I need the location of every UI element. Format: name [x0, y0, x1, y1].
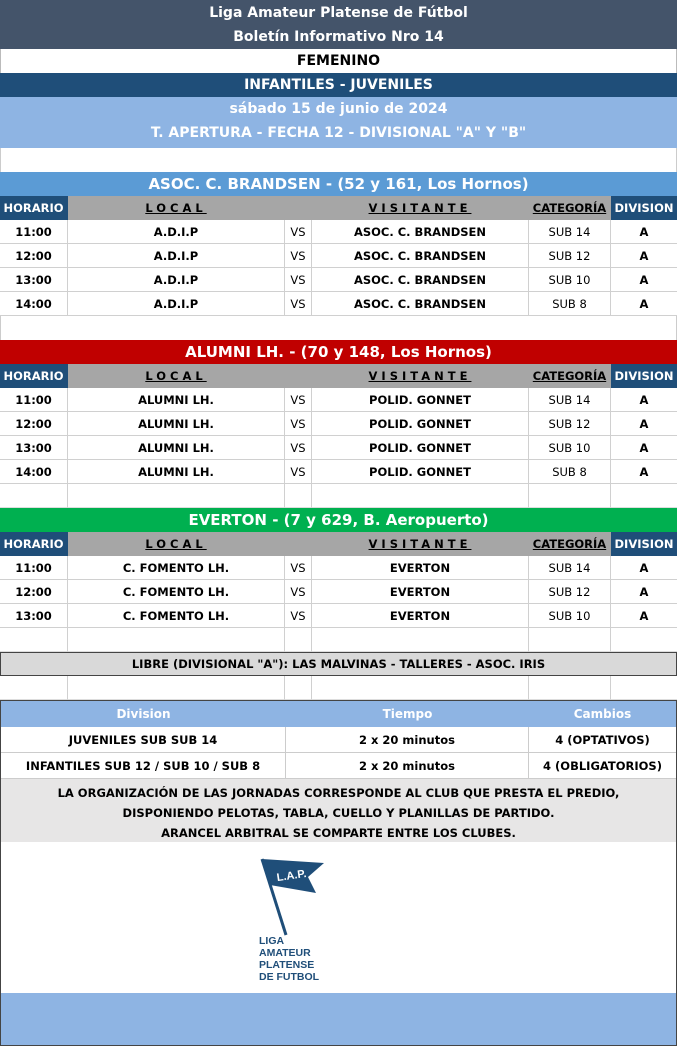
match-division: A	[611, 268, 677, 292]
table-row	[0, 412, 677, 436]
logo-line: AMATEUR	[259, 947, 311, 959]
table-row-empty	[0, 676, 677, 700]
match-time: 11:00	[0, 220, 68, 244]
empty-cell	[611, 676, 677, 700]
match-category: SUB 12	[529, 244, 611, 268]
table-row	[0, 268, 677, 292]
empty-cell	[285, 676, 312, 700]
empty-cell	[312, 484, 529, 508]
vs-label: VS	[285, 292, 312, 316]
match-category: SUB 8	[529, 460, 611, 484]
logo-line: LIGA	[259, 935, 285, 947]
league-title: Liga Amateur Platense de Fútbol	[209, 5, 468, 21]
gender-category: FEMENINO	[0, 49, 677, 73]
local-team: A.D.I.P	[68, 268, 285, 292]
league-logo-text	[259, 935, 319, 983]
note-line: LA ORGANIZACIÓN DE LAS JORNADAS CORRESPONDE AL CLUB QUE PRESTA EL PREDIO,	[57, 786, 620, 800]
local-team: A.D.I.P	[68, 292, 285, 316]
venue-title: ALUMNI LH. - (70 y 148, Los Hornos)	[0, 340, 677, 364]
match-division: A	[611, 556, 677, 580]
local-team: ALUMNI LH.	[68, 436, 285, 460]
vs-label: VS	[285, 604, 312, 628]
match-time: 14:00	[0, 460, 68, 484]
table-row	[0, 556, 677, 580]
match-time: 14:00	[0, 292, 68, 316]
local-team: C. FOMENTO LH.	[68, 604, 285, 628]
tournament-info: T. APERTURA - FECHA 12 - DIVISIONAL "A" Y "B"	[150, 125, 527, 141]
local-team: ALUMNI LH.	[68, 460, 285, 484]
logo-line: PLATENSE	[259, 959, 315, 971]
visitor-team: ASOC. C. BRANDSEN	[312, 292, 529, 316]
match-category: SUB 8	[529, 292, 611, 316]
empty-cell	[0, 628, 68, 652]
footer-bar	[1, 993, 676, 1045]
visitor-team: POLID. GONNET	[312, 460, 529, 484]
empty-cell	[611, 484, 677, 508]
match-time: 12:00	[0, 244, 68, 268]
match-division: A	[611, 580, 677, 604]
empty-cell	[529, 628, 611, 652]
table-row	[0, 220, 677, 244]
local-team: ALUMNI LH.	[68, 388, 285, 412]
vs-label: VS	[285, 412, 312, 436]
col-horario: HORARIO	[0, 196, 68, 220]
empty-cell	[529, 484, 611, 508]
match-division: A	[611, 292, 677, 316]
date-tournament-block	[0, 97, 677, 148]
vs-label: VS	[285, 388, 312, 412]
empty-cell	[285, 628, 312, 652]
col-horario: HORARIO	[0, 532, 68, 556]
table-row	[0, 292, 677, 316]
table-row	[0, 244, 677, 268]
table-row	[0, 604, 677, 628]
table-row-empty	[0, 484, 677, 508]
rules-table	[0, 700, 677, 1046]
vs-label: VS	[285, 220, 312, 244]
visitor-team: ASOC. C. BRANDSEN	[312, 268, 529, 292]
visitor-team: POLID. GONNET	[312, 436, 529, 460]
empty-cell	[68, 676, 285, 700]
col-visitante: VISITANTE	[312, 196, 529, 220]
visitor-team: ASOC. C. BRANDSEN	[312, 244, 529, 268]
empty-cell	[285, 484, 312, 508]
logo-line: DE FUTBOL	[259, 971, 320, 983]
empty-cell	[312, 628, 529, 652]
rules-tiempo: 2 x 20 minutos	[286, 753, 529, 778]
bulletin-number: Boletín Informativo Nro 14	[233, 29, 444, 45]
col-division: DIVISION	[611, 364, 677, 388]
col-categoria: CATEGORÍA	[529, 364, 611, 388]
match-division: A	[611, 412, 677, 436]
match-category: SUB 12	[529, 412, 611, 436]
bulletin-header	[0, 0, 677, 49]
match-category: SUB 10	[529, 604, 611, 628]
table-row	[0, 436, 677, 460]
league-flag-logo	[256, 857, 331, 937]
rules-division: INFANTILES SUB 12 / SUB 10 / SUB 8	[1, 753, 286, 778]
empty-cell	[0, 676, 68, 700]
venue-section-alumni	[0, 340, 677, 508]
col-visitante: VISITANTE	[312, 364, 529, 388]
rules-cambios: 4 (OBLIGATORIOS)	[543, 758, 662, 773]
match-time: 12:00	[0, 412, 68, 436]
match-time: 13:00	[0, 436, 68, 460]
match-date: sábado 15 de junio de 2024	[229, 101, 448, 117]
flag-text: L.A.P.	[276, 868, 308, 885]
match-category: SUB 14	[529, 220, 611, 244]
rules-division: JUVENILES SUB SUB 14	[1, 727, 286, 752]
organization-notes	[1, 779, 676, 842]
vs-label: VS	[285, 460, 312, 484]
venue-section-brandsen	[0, 172, 677, 316]
col-local: LOCAL	[68, 196, 285, 220]
visitor-team: EVERTON	[312, 580, 529, 604]
match-category: SUB 14	[529, 556, 611, 580]
match-time: 13:00	[0, 604, 68, 628]
visitor-team: EVERTON	[312, 556, 529, 580]
local-team: C. FOMENTO LH.	[68, 556, 285, 580]
col-categoria: CATEGORÍA	[529, 532, 611, 556]
rules-col-cambios: Cambios	[573, 707, 632, 721]
age-category: INFANTILES - JUVENILES	[0, 73, 677, 97]
venue-section-everton	[0, 508, 677, 652]
table-header	[0, 364, 677, 388]
col-vs	[285, 364, 312, 388]
col-vs	[285, 532, 312, 556]
rules-header	[1, 701, 676, 727]
vs-label: VS	[285, 580, 312, 604]
rules-col-tiempo: Tiempo	[382, 707, 433, 721]
empty-cell	[312, 676, 529, 700]
table-row	[0, 388, 677, 412]
rules-cambios: 4 (OPTATIVOS)	[555, 732, 650, 747]
match-category: SUB 14	[529, 388, 611, 412]
empty-cell	[0, 484, 68, 508]
match-division: A	[611, 436, 677, 460]
visitor-team: ASOC. C. BRANDSEN	[312, 220, 529, 244]
bye-teams-banner: LIBRE (DIVISIONAL "A"): LAS MALVINAS - TALLERES - ASOC. IRIS	[0, 652, 677, 676]
visitor-team: EVERTON	[312, 604, 529, 628]
vs-label: VS	[285, 556, 312, 580]
empty-cell	[611, 628, 677, 652]
match-division: A	[611, 244, 677, 268]
table-header	[0, 532, 677, 556]
vs-label: VS	[285, 436, 312, 460]
local-team: ALUMNI LH.	[68, 412, 285, 436]
match-division: A	[611, 220, 677, 244]
logo-area	[1, 842, 676, 993]
note-line: ARANCEL ARBITRAL SE COMPARTE ENTRE LOS CLUBES.	[161, 826, 516, 840]
rules-row	[1, 727, 676, 753]
empty-cell	[529, 676, 611, 700]
col-division: DIVISION	[611, 196, 677, 220]
match-category: SUB 10	[529, 436, 611, 460]
match-time: 11:00	[0, 388, 68, 412]
local-team: A.D.I.P	[68, 220, 285, 244]
note-line: DISPONIENDO PELOTAS, TABLA, CUELLO Y PLANILLAS DE PARTIDO.	[122, 806, 555, 820]
rules-row	[1, 753, 676, 779]
table-row	[0, 580, 677, 604]
vs-label: VS	[285, 268, 312, 292]
rules-tiempo: 2 x 20 minutos	[286, 727, 529, 752]
match-time: 12:00	[0, 580, 68, 604]
match-division: A	[611, 604, 677, 628]
col-division: DIVISION	[611, 532, 677, 556]
local-team: A.D.I.P	[68, 244, 285, 268]
rules-col-division: Division	[116, 707, 171, 721]
table-row-empty	[0, 628, 677, 652]
col-visitante: VISITANTE	[312, 532, 529, 556]
col-local: LOCAL	[68, 364, 285, 388]
venue-title: EVERTON - (7 y 629, B. Aeropuerto)	[0, 508, 677, 532]
match-time: 13:00	[0, 268, 68, 292]
table-header	[0, 196, 677, 220]
match-division: A	[611, 460, 677, 484]
col-local: LOCAL	[68, 532, 285, 556]
empty-cell	[68, 484, 285, 508]
match-time: 11:00	[0, 556, 68, 580]
table-row	[0, 460, 677, 484]
vs-label: VS	[285, 244, 312, 268]
col-categoria: CATEGORÍA	[529, 196, 611, 220]
spacer	[0, 316, 677, 340]
local-team: C. FOMENTO LH.	[68, 580, 285, 604]
empty-cell	[68, 628, 285, 652]
spacer	[0, 148, 677, 172]
venue-title: ASOC. C. BRANDSEN - (52 y 161, Los Hornos)	[0, 172, 677, 196]
visitor-team: POLID. GONNET	[312, 412, 529, 436]
col-horario: HORARIO	[0, 364, 68, 388]
match-division: A	[611, 388, 677, 412]
visitor-team: POLID. GONNET	[312, 388, 529, 412]
match-category: SUB 12	[529, 580, 611, 604]
col-vs	[285, 196, 312, 220]
match-category: SUB 10	[529, 268, 611, 292]
